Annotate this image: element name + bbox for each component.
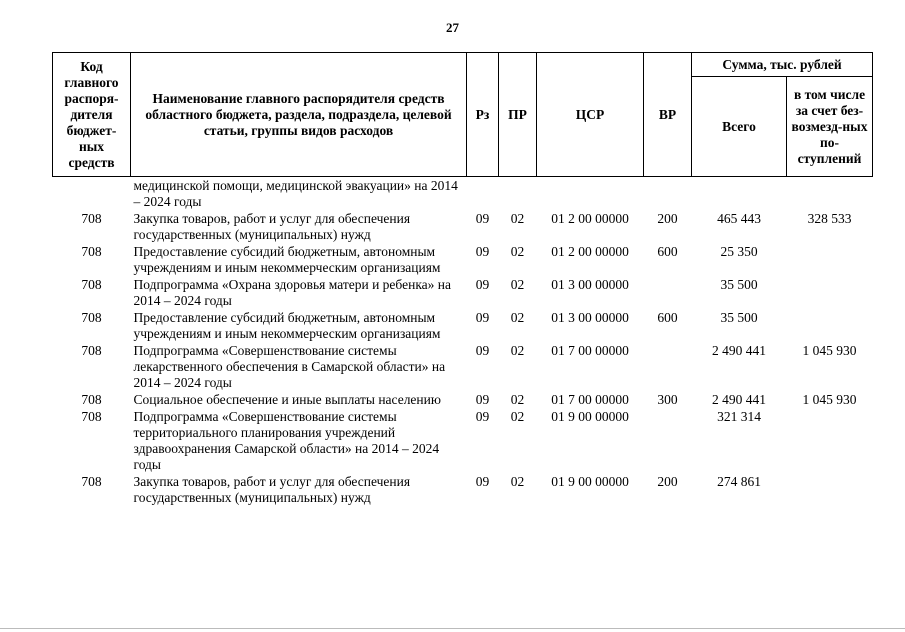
table-row [53, 473, 873, 506]
name-cell: Социальное обеспечение и иные выплаты населению [133, 392, 441, 407]
vr-cell [644, 408, 692, 473]
pr-cell: 02 [510, 310, 525, 325]
rz-cell: 09 [475, 474, 490, 489]
name-cell: Предоставление субсидий бюджетным, автономным учреждениям и иным некоммерческим организациям [133, 244, 441, 275]
table-row [53, 408, 873, 473]
rz-cell: 09 [475, 277, 490, 292]
incl-cell [787, 177, 873, 211]
total-cell: 465 443 [717, 211, 761, 226]
header-rz: Рз [467, 53, 499, 177]
pr-cell: 02 [510, 409, 525, 424]
vr-cell: 600 [657, 244, 678, 259]
name-cell: Закупка товаров, работ и услуг для обеспечения государственных (муниципальных) нужд [133, 474, 411, 505]
total-cell [692, 177, 787, 211]
csr-cell: 01 9 00 00000 [551, 409, 629, 424]
name-cell: Подпрограмма «Совершенствование системы территориального планирования учреждений здравоохранения Самарской области» на 2014 – 2024 годы [133, 409, 440, 472]
csr-cell: 01 2 00 00000 [551, 244, 629, 259]
incl-cell: 1 045 930 [802, 343, 857, 358]
incl-cell [787, 276, 873, 309]
incl-cell [787, 473, 873, 506]
pr-cell: 02 [510, 392, 525, 407]
code-cell [53, 177, 131, 211]
pr-cell [499, 177, 537, 211]
rz-cell: 09 [475, 343, 490, 358]
code-cell: 708 [81, 310, 102, 325]
total-cell: 35 500 [720, 310, 758, 325]
code-cell: 708 [81, 244, 102, 259]
table-body [53, 177, 873, 507]
code-cell: 708 [81, 409, 102, 424]
total-cell: 25 350 [720, 244, 758, 259]
rz-cell [467, 177, 499, 211]
name-cell: Подпрограмма «Совершенствование системы лекарственного обеспечения в Самарской области» на 2014 – 2024 годы [133, 343, 446, 390]
vr-cell: 200 [657, 474, 678, 489]
header-sum-group: Сумма, тыс. рублей [692, 53, 873, 77]
vr-cell: 300 [657, 392, 678, 407]
table-row [53, 177, 873, 211]
rz-cell: 09 [475, 244, 490, 259]
code-cell: 708 [81, 277, 102, 292]
csr-cell: 01 7 00 00000 [551, 392, 629, 407]
pr-cell: 02 [510, 277, 525, 292]
total-cell: 321 314 [717, 409, 761, 424]
total-cell: 35 500 [720, 277, 758, 292]
header-code: Код главного распоря-дителя бюджет-ных средств [53, 53, 131, 177]
table-row [53, 309, 873, 342]
vr-cell: 600 [657, 310, 678, 325]
total-cell: 2 490 441 [712, 343, 766, 358]
rz-cell: 09 [475, 310, 490, 325]
name-cell: Подпрограмма «Охрана здоровья матери и ребенка» на 2014 – 2024 годы [133, 277, 452, 308]
total-cell: 274 861 [717, 474, 761, 489]
table-row [53, 391, 873, 408]
rz-cell: 09 [475, 392, 490, 407]
header-name: Наименование главного распорядителя средств областного бюджета, раздела, подраздела, целевой статьи, группы видов расходов [131, 53, 467, 177]
table-row [53, 210, 873, 243]
header-total: Всего [692, 77, 787, 177]
name-cell: Предоставление субсидий бюджетным, автономным учреждениям и иным некоммерческим организациям [133, 310, 441, 341]
incl-cell: 328 533 [807, 211, 852, 226]
vr-cell [644, 342, 692, 391]
incl-cell [787, 408, 873, 473]
pr-cell: 02 [510, 244, 525, 259]
vr-cell [644, 276, 692, 309]
page-number: 27 [446, 20, 459, 35]
header-pr: ПР [499, 53, 537, 177]
pr-cell: 02 [510, 343, 525, 358]
name-cell: медицинской помощи, медицинской эвакуации» на 2014 – 2024 годы [133, 178, 458, 209]
incl-cell [787, 309, 873, 342]
name-cell: Закупка товаров, работ и услуг для обеспечения государственных (муниципальных) нужд [133, 211, 411, 242]
csr-cell: 01 3 00 00000 [551, 310, 629, 325]
rz-cell: 09 [475, 211, 490, 226]
total-cell: 2 490 441 [712, 392, 766, 407]
table-row [53, 342, 873, 391]
header-vr: ВР [644, 53, 692, 177]
rz-cell: 09 [475, 409, 490, 424]
table-row [53, 243, 873, 276]
code-cell: 708 [81, 343, 102, 358]
csr-cell [537, 177, 644, 211]
code-cell: 708 [81, 474, 102, 489]
pr-cell: 02 [510, 211, 525, 226]
table-row [53, 276, 873, 309]
csr-cell: 01 7 00 00000 [551, 343, 629, 358]
vr-cell: 200 [657, 211, 678, 226]
vr-cell [644, 177, 692, 211]
csr-cell: 01 2 00 00000 [551, 211, 629, 226]
csr-cell: 01 3 00 00000 [551, 277, 629, 292]
page-edge-line [0, 628, 905, 629]
pr-cell: 02 [510, 474, 525, 489]
code-cell: 708 [81, 392, 102, 407]
header-csr: ЦСР [537, 53, 644, 177]
csr-cell: 01 9 00 00000 [551, 474, 629, 489]
header-incl: в том числе за счет без-возмезд-ных по-ступлений [787, 77, 873, 177]
incl-cell: 1 045 930 [802, 392, 857, 407]
budget-table [52, 52, 873, 506]
incl-cell [787, 243, 873, 276]
code-cell: 708 [81, 211, 102, 226]
